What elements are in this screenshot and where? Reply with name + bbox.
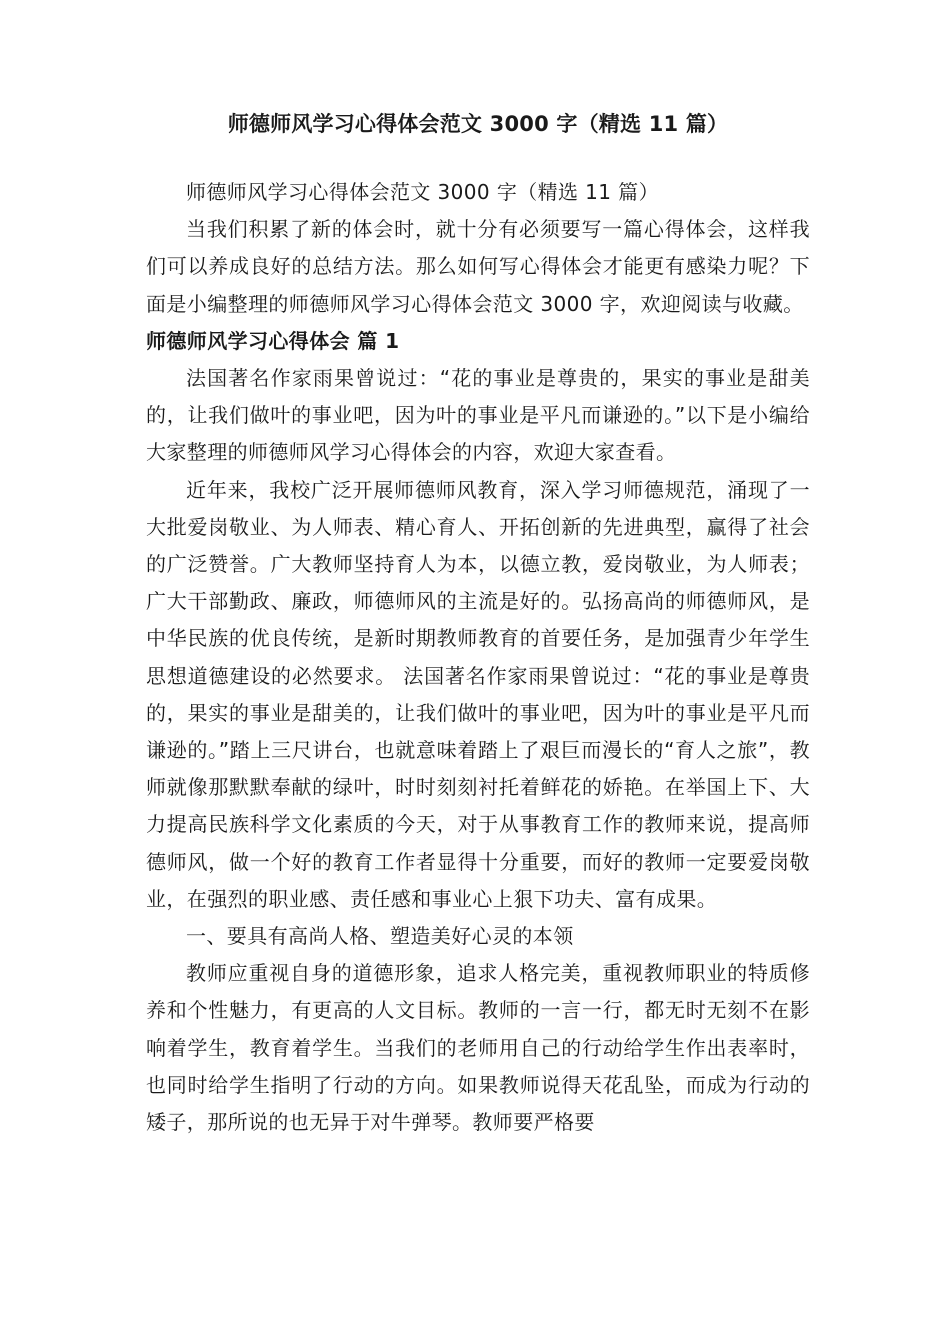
intro-paragraph: 师德师风学习心得体会范文 3000 字（精选 11 篇） xyxy=(186,180,659,204)
document-title: 师德师风学习心得体会范文 3000 字（精选 11 篇） xyxy=(227,112,729,136)
subsection-heading: 一、要具有高尚人格、塑造美好心灵的本领 xyxy=(186,924,574,949)
body-paragraph: 近年来，我校广泛开展师德师风教育，深入学习师德规范，涌现了一大批爱岗敬业、为人师表、精心育人、开拓创新的先进典型，赢得了社会的广泛赞誉。广大教师坚持育人为本，以德立教，爱岗敬业，为人师表；广大干部勤政、廉政，师德师风的主流是好的。弘扬高尚的师德师风，是中华民族的优良传统，是新时期教师教育的首要任务，是加强青少年学生思想道德建设的必然要求。 法国著名作家雨果曾说过：“花的事业是尊贵的，果实的事业是甜美的，让我们做叶的事业吧，因为叶的事业是平凡而谦逊的。”踏上三尺讲台，也就意味着踏上了艰巨而漫长的“育人之旅”，教师就像那默默奉献的绿叶，时时刻刻衬托着鲜花的娇艳。在举国上下、大力提高民族科学文化素质的今天，对于从事教育工作的教师来说，提高师德师风，做一个好的教育工作者显得十分重要，而好的教师一定要爱岗敬业，在强烈的职业感、责任感和事业心上狠下功夫、富有成果。 xyxy=(146,477,810,911)
intro-paragraph: 当我们积累了新的体会时，就十分有必须要写一篇心得体会，这样我们可以养成良好的总结方法。那么如何写心得体会才能更有感染力呢？下面是小编整理的师德师风学习心得体会范文 3000 字，欢迎阅读与收藏。 xyxy=(146,217,810,316)
body-paragraph: 法国著名作家雨果曾说过：“花的事业是尊贵的，果实的事业是甜美的，让我们做叶的事业吧，因为叶的事业是平凡而谦逊的。”以下是小编给大家整理的师德师风学习心得体会的内容，欢迎大家查看。 xyxy=(146,366,810,465)
body-paragraph: 教师应重视自身的道德形象，追求人格完美，重视教师职业的特质修养和个性魅力，有更高的人文目标。教师的一言一行，都无时无刻不在影响着学生，教育着学生。当我们的老师用自己的行动给学生作出表率时，也同时给学生指明了行动的方向。如果教师说得天花乱坠，而成为行动的矮子，那所说的也无异于对牛弹琴。教师要严格要 xyxy=(146,961,810,1135)
section-heading: 师德师风学习心得体会 篇 1 xyxy=(146,328,400,353)
document-body xyxy=(146,174,810,1141)
